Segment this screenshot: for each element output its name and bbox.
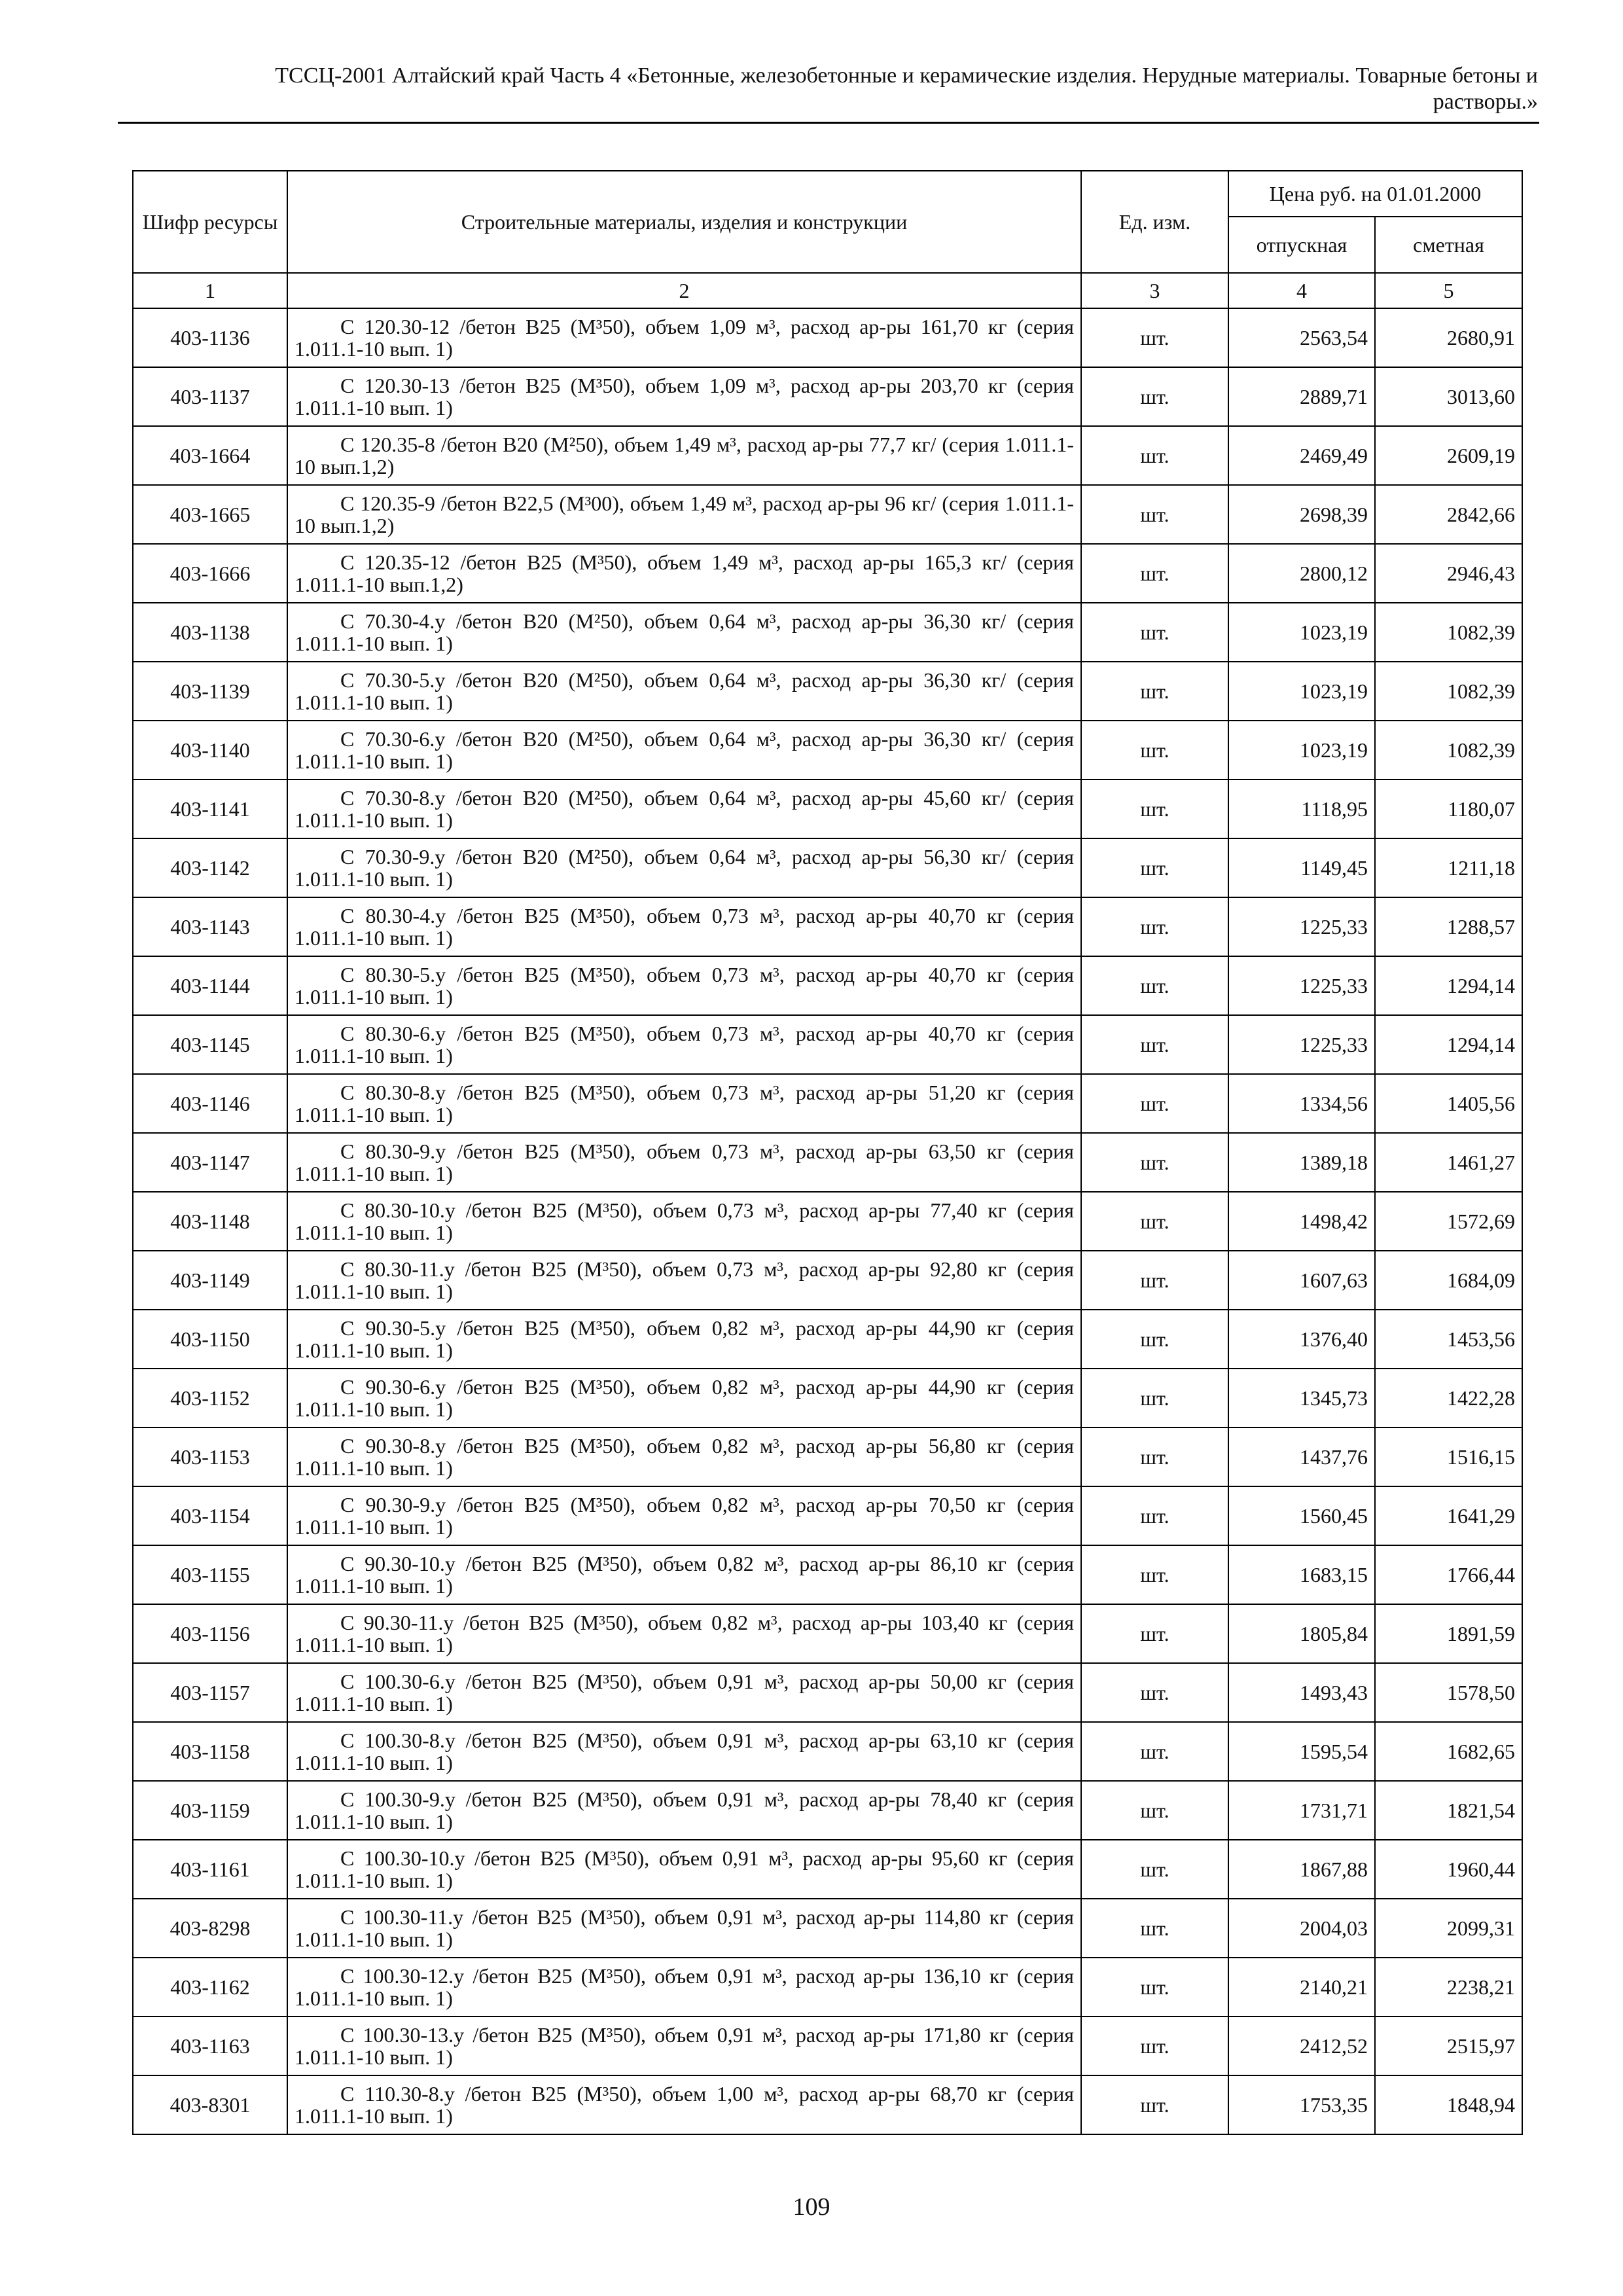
row-description (287, 426, 1081, 485)
row-estimate-price: 1578,50 (1375, 1663, 1522, 1722)
row-code: 403-1162 (133, 1958, 287, 2017)
description-text: С 100.30-12.у /бетон В25 (М³50), объем 0,91 м³, расход ар-ры 136,10 кг (серия 1.011.1-10 вып. 1) (294, 1964, 1074, 2010)
description-text: С 90.30-8.у /бетон В25 (М³50), объем 0,82 м³, расход ар-ры 56,80 кг (серия 1.011.1-10 вып. 1) (294, 1434, 1074, 1480)
row-code: 403-1148 (133, 1192, 287, 1251)
row-unit: шт. (1081, 956, 1228, 1015)
row-release-price: 1149,45 (1228, 838, 1375, 897)
row-code: 403-8298 (133, 1899, 287, 1958)
row-estimate-price: 1180,07 (1375, 780, 1522, 838)
row-estimate-price: 2238,21 (1375, 1958, 1522, 2017)
description-text: С 120.35-8 /бетон В20 (М²50), объем 1,49 м³, расход ар-ры 77,7 кг/ (серия 1.011.1-10 вып.1,2) (294, 433, 1074, 478)
row-release-price: 1867,88 (1228, 1840, 1375, 1899)
table-row (133, 367, 1522, 426)
row-code: 403-1155 (133, 1545, 287, 1604)
table-row (133, 780, 1522, 838)
table-row (133, 838, 1522, 897)
row-description (287, 838, 1081, 897)
row-unit: шт. (1081, 2075, 1228, 2134)
table-row (133, 1840, 1522, 1899)
description-text: С 100.30-6.у /бетон В25 (М³50), объем 0,91 м³, расход ар-ры 50,00 кг (серия 1.011.1-10 вып. 1) (294, 1670, 1074, 1715)
row-code: 403-1154 (133, 1486, 287, 1545)
table-row (133, 308, 1522, 367)
row-unit: шт. (1081, 1604, 1228, 1663)
row-estimate-price: 1572,69 (1375, 1192, 1522, 1251)
row-unit: шт. (1081, 367, 1228, 426)
row-description (287, 1899, 1081, 1958)
row-code: 403-1150 (133, 1310, 287, 1369)
description-text: С 90.30-11.у /бетон В25 (М³50), объем 0,82 м³, расход ар-ры 103,40 кг (серия 1.011.1-10 вып. 1) (294, 1611, 1074, 1657)
row-description (287, 544, 1081, 603)
table-row (133, 1545, 1522, 1604)
row-unit: шт. (1081, 1899, 1228, 1958)
row-description (287, 1192, 1081, 1251)
description-text: С 80.30-8.у /бетон В25 (М³50), объем 0,73 м³, расход ар-ры 51,20 кг (серия 1.011.1-10 вып. 1) (294, 1081, 1074, 1126)
row-estimate-price: 3013,60 (1375, 367, 1522, 426)
row-estimate-price: 1288,57 (1375, 897, 1522, 956)
row-unit: шт. (1081, 1958, 1228, 2017)
table-row (133, 1486, 1522, 1545)
row-description (287, 1663, 1081, 1722)
description-text: С 90.30-5.у /бетон В25 (М³50), объем 0,82 м³, расход ар-ры 44,90 кг (серия 1.011.1-10 вып. 1) (294, 1316, 1074, 1362)
row-release-price: 1493,43 (1228, 1663, 1375, 1722)
row-code: 403-1161 (133, 1840, 287, 1899)
row-code: 403-1139 (133, 662, 287, 721)
table-row (133, 1958, 1522, 2017)
row-estimate-price: 1422,28 (1375, 1369, 1522, 1427)
table-row (133, 544, 1522, 603)
row-code: 403-1158 (133, 1722, 287, 1781)
table-row (133, 1074, 1522, 1133)
row-estimate-price: 1516,15 (1375, 1427, 1522, 1486)
row-description (287, 1369, 1081, 1427)
description-text: С 120.35-12 /бетон В25 (М³50), объем 1,49 м³, расход ар-ры 165,3 кг/ (серия 1.011.1-10 вып.1,2) (294, 550, 1074, 596)
row-release-price: 1560,45 (1228, 1486, 1375, 1545)
row-estimate-price: 2842,66 (1375, 485, 1522, 544)
description-text: С 100.30-11.у /бетон В25 (М³50), объем 0,91 м³, расход ар-ры 114,80 кг (серия 1.011.1-10 вып. 1) (294, 1905, 1074, 1951)
row-unit: шт. (1081, 544, 1228, 603)
header-name: Строительные материалы, изделия и конструкции (287, 171, 1081, 273)
header-price-estimate: сметная (1375, 217, 1522, 273)
table-row (133, 956, 1522, 1015)
row-unit: шт. (1081, 1192, 1228, 1251)
row-estimate-price: 2680,91 (1375, 308, 1522, 367)
description-text: С 80.30-4.у /бетон В25 (М³50), объем 0,73 м³, расход ар-ры 40,70 кг (серия 1.011.1-10 вып. 1) (294, 904, 1074, 950)
row-description (287, 603, 1081, 662)
table-row (133, 485, 1522, 544)
description-text: С 100.30-8.у /бетон В25 (М³50), объем 0,91 м³, расход ар-ры 63,10 кг (серия 1.011.1-10 вып. 1) (294, 1729, 1074, 1774)
row-code: 403-8301 (133, 2075, 287, 2134)
row-code: 403-1144 (133, 956, 287, 1015)
row-description (287, 308, 1081, 367)
row-release-price: 1498,42 (1228, 1192, 1375, 1251)
row-release-price: 1225,33 (1228, 897, 1375, 956)
row-estimate-price: 1682,65 (1375, 1722, 1522, 1781)
table-row (133, 603, 1522, 662)
row-code: 403-1143 (133, 897, 287, 956)
row-code: 403-1665 (133, 485, 287, 544)
table-row (133, 1369, 1522, 1427)
header-unit: Ед. изм. (1081, 171, 1228, 273)
column-number: 2 (287, 273, 1081, 308)
row-estimate-price: 1294,14 (1375, 956, 1522, 1015)
table-row (133, 426, 1522, 485)
row-estimate-price: 1766,44 (1375, 1545, 1522, 1604)
description-text: С 120.30-12 /бетон В25 (М³50), объем 1,09 м³, расход ар-ры 161,70 кг (серия 1.011.1-10 вып. 1) (294, 315, 1074, 361)
description-text: С 110.30-8.у /бетон В25 (М³50), объем 1,00 м³, расход ар-ры 68,70 кг (серия 1.011.1-10 вып. 1) (294, 2082, 1074, 2128)
row-code: 403-1142 (133, 838, 287, 897)
row-description (287, 1427, 1081, 1486)
row-estimate-price: 1082,39 (1375, 721, 1522, 780)
row-code: 403-1666 (133, 544, 287, 603)
row-estimate-price: 1821,54 (1375, 1781, 1522, 1840)
row-unit: шт. (1081, 1781, 1228, 1840)
row-unit: шт. (1081, 1427, 1228, 1486)
header-price-release: отпускная (1228, 217, 1375, 273)
running-header (118, 63, 1538, 115)
row-estimate-price: 1082,39 (1375, 662, 1522, 721)
row-description (287, 1486, 1081, 1545)
row-description (287, 1545, 1081, 1604)
row-unit: шт. (1081, 485, 1228, 544)
header-line-2: растворы.» (1433, 90, 1538, 114)
row-code: 403-1147 (133, 1133, 287, 1192)
row-release-price: 1023,19 (1228, 662, 1375, 721)
row-description (287, 367, 1081, 426)
table-row (133, 1722, 1522, 1781)
table-row (133, 1310, 1522, 1369)
row-description (287, 1958, 1081, 2017)
row-release-price: 2800,12 (1228, 544, 1375, 603)
row-code: 403-1163 (133, 2017, 287, 2075)
description-text: С 120.35-9 /бетон В22,5 (М³00), объем 1,49 м³, расход ар-ры 96 кг/ (серия 1.011.1-10 вып.1,2) (294, 492, 1074, 537)
row-release-price: 1595,54 (1228, 1722, 1375, 1781)
row-release-price: 1225,33 (1228, 1015, 1375, 1074)
row-code: 403-1138 (133, 603, 287, 662)
row-estimate-price: 1405,56 (1375, 1074, 1522, 1133)
table-row (133, 721, 1522, 780)
column-number-row (133, 273, 1522, 308)
row-code: 403-1137 (133, 367, 287, 426)
row-description (287, 1015, 1081, 1074)
row-code: 403-1136 (133, 308, 287, 367)
row-description (287, 1074, 1081, 1133)
table-row (133, 1427, 1522, 1486)
table-row (133, 1604, 1522, 1663)
row-unit: шт. (1081, 1545, 1228, 1604)
row-description (287, 956, 1081, 1015)
row-code: 403-1157 (133, 1663, 287, 1722)
row-unit: шт. (1081, 1074, 1228, 1133)
header-price-group: Цена руб. на 01.01.2000 (1228, 171, 1522, 217)
row-release-price: 1389,18 (1228, 1133, 1375, 1192)
row-code: 403-1140 (133, 721, 287, 780)
row-description (287, 1133, 1081, 1192)
table-row (133, 662, 1522, 721)
row-unit: шт. (1081, 1310, 1228, 1369)
row-code: 403-1145 (133, 1015, 287, 1074)
header-line-1: ТССЦ-2001 Алтайский край Часть 4 «Бетонные, железобетонные и керамические изделия. Нерудные материалы. Товарные бетоны и (275, 63, 1538, 88)
row-unit: шт. (1081, 1133, 1228, 1192)
header-rule (118, 122, 1539, 124)
row-description (287, 897, 1081, 956)
column-number: 3 (1081, 273, 1228, 308)
column-number: 4 (1228, 273, 1375, 308)
row-unit: шт. (1081, 897, 1228, 956)
row-estimate-price: 2099,31 (1375, 1899, 1522, 1958)
row-code: 403-1153 (133, 1427, 287, 1486)
description-text: С 100.30-9.у /бетон В25 (М³50), объем 0,91 м³, расход ар-ры 78,40 кг (серия 1.011.1-10 вып. 1) (294, 1787, 1074, 1833)
row-unit: шт. (1081, 1015, 1228, 1074)
table-row (133, 1663, 1522, 1722)
row-unit: шт. (1081, 1486, 1228, 1545)
row-unit: шт. (1081, 1251, 1228, 1310)
row-unit: шт. (1081, 603, 1228, 662)
row-release-price: 1345,73 (1228, 1369, 1375, 1427)
row-unit: шт. (1081, 780, 1228, 838)
row-estimate-price: 1960,44 (1375, 1840, 1522, 1899)
description-text: С 90.30-6.у /бетон В25 (М³50), объем 0,82 м³, расход ар-ры 44,90 кг (серия 1.011.1-10 вып. 1) (294, 1375, 1074, 1421)
row-release-price: 1376,40 (1228, 1310, 1375, 1369)
row-release-price: 2889,71 (1228, 367, 1375, 426)
row-estimate-price: 1641,29 (1375, 1486, 1522, 1545)
row-estimate-price: 1461,27 (1375, 1133, 1522, 1192)
row-description (287, 485, 1081, 544)
table-row (133, 1899, 1522, 1958)
row-unit: шт. (1081, 308, 1228, 367)
description-text: С 70.30-6.у /бетон В20 (М²50), объем 0,64 м³, расход ар-ры 36,30 кг/ (серия 1.011.1-10 вып. 1) (294, 727, 1074, 773)
table-row (133, 2017, 1522, 2075)
row-unit: шт. (1081, 2017, 1228, 2075)
row-unit: шт. (1081, 426, 1228, 485)
row-unit: шт. (1081, 721, 1228, 780)
column-number: 1 (133, 273, 287, 308)
column-number: 5 (1375, 273, 1522, 308)
row-code: 403-1156 (133, 1604, 287, 1663)
row-unit: шт. (1081, 1722, 1228, 1781)
row-unit: шт. (1081, 838, 1228, 897)
row-release-price: 1683,15 (1228, 1545, 1375, 1604)
row-release-price: 1607,63 (1228, 1251, 1375, 1310)
row-description (287, 721, 1081, 780)
row-unit: шт. (1081, 1840, 1228, 1899)
row-release-price: 2469,49 (1228, 426, 1375, 485)
row-description (287, 1781, 1081, 1840)
description-text: С 80.30-11.у /бетон В25 (М³50), объем 0,73 м³, расход ар-ры 92,80 кг (серия 1.011.1-10 вып. 1) (294, 1257, 1074, 1303)
row-description (287, 1722, 1081, 1781)
row-code: 403-1141 (133, 780, 287, 838)
description-text: С 70.30-4.у /бетон В20 (М²50), объем 0,64 м³, расход ар-ры 36,30 кг/ (серия 1.011.1-10 вып. 1) (294, 609, 1074, 655)
row-release-price: 1225,33 (1228, 956, 1375, 1015)
row-unit: шт. (1081, 1663, 1228, 1722)
row-code: 403-1149 (133, 1251, 287, 1310)
row-description (287, 2017, 1081, 2075)
row-release-price: 1118,95 (1228, 780, 1375, 838)
row-description (287, 1604, 1081, 1663)
description-text: С 100.30-10.у /бетон В25 (М³50), объем 0,91 м³, расход ар-ры 95,60 кг (серия 1.011.1-10 вып. 1) (294, 1846, 1074, 1892)
row-estimate-price: 1211,18 (1375, 838, 1522, 897)
row-description (287, 780, 1081, 838)
table-row (133, 1133, 1522, 1192)
description-text: С 80.30-5.у /бетон В25 (М³50), объем 0,73 м³, расход ар-ры 40,70 кг (серия 1.011.1-10 вып. 1) (294, 963, 1074, 1009)
header-row-1 (133, 171, 1522, 217)
row-description (287, 1310, 1081, 1369)
row-estimate-price: 2609,19 (1375, 426, 1522, 485)
row-description (287, 1840, 1081, 1899)
row-description (287, 662, 1081, 721)
description-text: С 70.30-8.у /бетон В20 (М²50), объем 0,64 м³, расход ар-ры 45,60 кг/ (серия 1.011.1-10 вып. 1) (294, 786, 1074, 832)
row-release-price: 2563,54 (1228, 308, 1375, 367)
row-release-price: 1334,56 (1228, 1074, 1375, 1133)
price-table (132, 170, 1523, 2135)
row-estimate-price: 1082,39 (1375, 603, 1522, 662)
row-release-price: 1753,35 (1228, 2075, 1375, 2134)
row-release-price: 2698,39 (1228, 485, 1375, 544)
row-description (287, 1251, 1081, 1310)
row-estimate-price: 1891,59 (1375, 1604, 1522, 1663)
row-release-price: 2412,52 (1228, 2017, 1375, 2075)
table-row (133, 1015, 1522, 1074)
description-text: С 120.30-13 /бетон В25 (М³50), объем 1,09 м³, расход ар-ры 203,70 кг (серия 1.011.1-10 вып. 1) (294, 374, 1074, 420)
description-text: С 80.30-9.у /бетон В25 (М³50), объем 0,73 м³, расход ар-ры 63,50 кг (серия 1.011.1-10 вып. 1) (294, 1139, 1074, 1185)
row-release-price: 2140,21 (1228, 1958, 1375, 2017)
page-number: 109 (793, 2193, 830, 2221)
description-text: С 90.30-9.у /бетон В25 (М³50), объем 0,82 м³, расход ар-ры 70,50 кг (серия 1.011.1-10 вып. 1) (294, 1493, 1074, 1539)
row-code: 403-1159 (133, 1781, 287, 1840)
description-text: С 80.30-10.у /бетон В25 (М³50), объем 0,73 м³, расход ар-ры 77,40 кг (серия 1.011.1-10 вып. 1) (294, 1198, 1074, 1244)
row-estimate-price: 1684,09 (1375, 1251, 1522, 1310)
row-estimate-price: 1453,56 (1375, 1310, 1522, 1369)
row-estimate-price: 1294,14 (1375, 1015, 1522, 1074)
table-row (133, 897, 1522, 956)
table-row (133, 2075, 1522, 2134)
row-release-price: 1731,71 (1228, 1781, 1375, 1840)
row-unit: шт. (1081, 662, 1228, 721)
description-text: С 70.30-5.у /бетон В20 (М²50), объем 0,64 м³, расход ар-ры 36,30 кг/ (серия 1.011.1-10 вып. 1) (294, 668, 1074, 714)
row-estimate-price: 2946,43 (1375, 544, 1522, 603)
row-code: 403-1664 (133, 426, 287, 485)
row-release-price: 1437,76 (1228, 1427, 1375, 1486)
row-release-price: 1023,19 (1228, 721, 1375, 780)
description-text: С 90.30-10.у /бетон В25 (М³50), объем 0,82 м³, расход ар-ры 86,10 кг (серия 1.011.1-10 вып. 1) (294, 1552, 1074, 1598)
table-row (133, 1192, 1522, 1251)
row-code: 403-1146 (133, 1074, 287, 1133)
row-release-price: 1805,84 (1228, 1604, 1375, 1663)
row-unit: шт. (1081, 1369, 1228, 1427)
row-code: 403-1152 (133, 1369, 287, 1427)
description-text: С 70.30-9.у /бетон В20 (М²50), объем 0,64 м³, расход ар-ры 56,30 кг/ (серия 1.011.1-10 вып. 1) (294, 845, 1074, 891)
description-text: С 80.30-6.у /бетон В25 (М³50), объем 0,73 м³, расход ар-ры 40,70 кг (серия 1.011.1-10 вып. 1) (294, 1022, 1074, 1067)
row-release-price: 1023,19 (1228, 603, 1375, 662)
table-row (133, 1251, 1522, 1310)
row-estimate-price: 2515,97 (1375, 2017, 1522, 2075)
header-code: Шифр ресурсы (133, 171, 287, 273)
table-row (133, 1781, 1522, 1840)
row-estimate-price: 1848,94 (1375, 2075, 1522, 2134)
row-release-price: 2004,03 (1228, 1899, 1375, 1958)
description-text: С 100.30-13.у /бетон В25 (М³50), объем 0,91 м³, расход ар-ры 171,80 кг (серия 1.011.1-10 вып. 1) (294, 2023, 1074, 2069)
row-description (287, 2075, 1081, 2134)
